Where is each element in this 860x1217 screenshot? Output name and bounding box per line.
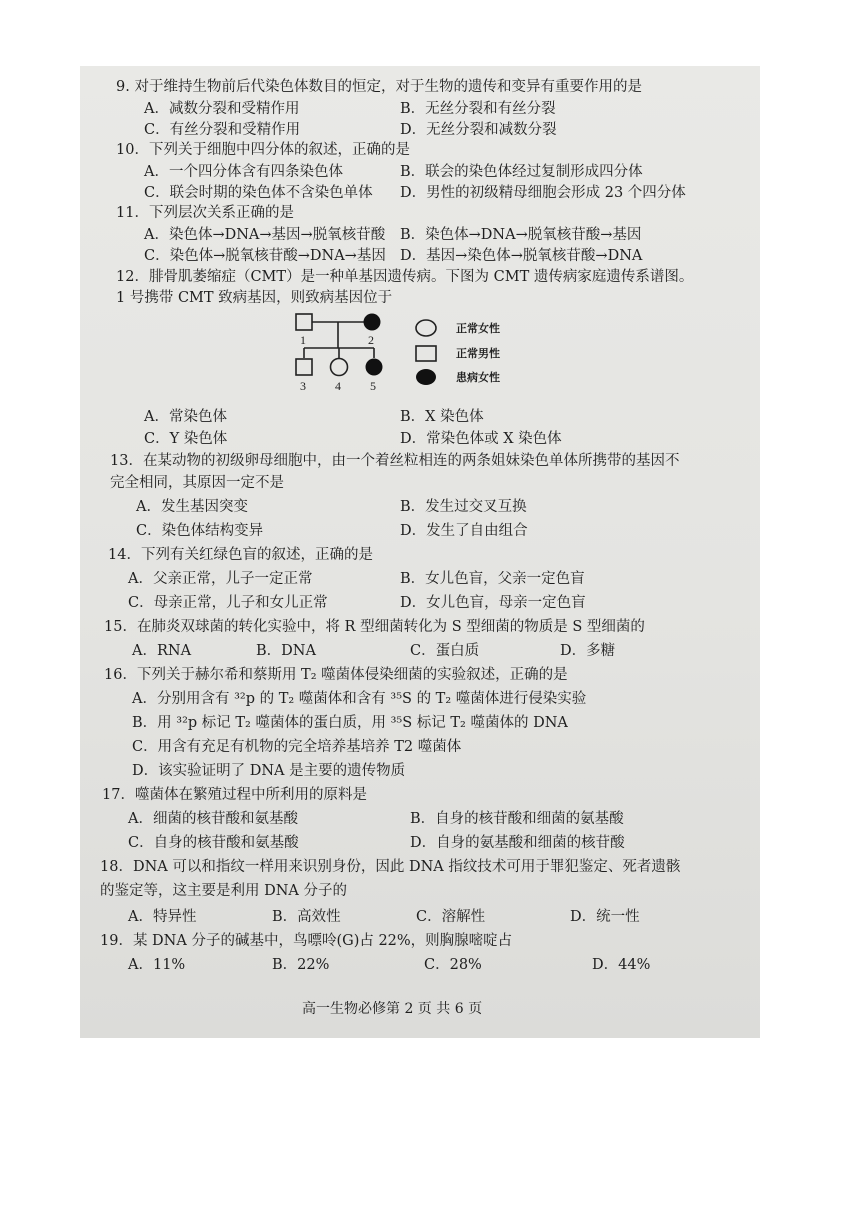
- answer-option: C．母亲正常，儿子和女儿正常: [128, 595, 328, 611]
- answer-option: A．减数分裂和受精作用: [144, 101, 300, 117]
- individual-label-3: 3: [300, 379, 306, 393]
- answer-option: A．RNA: [132, 643, 192, 659]
- question-stem: 13．在某动物的初级卵母细胞中，由一个着丝粒相连的两条姐妹染色单体所携带的基因不: [110, 453, 680, 469]
- question-stem-continued: 的鉴定等，这主要是利用 DNA 分子的: [100, 883, 348, 899]
- answer-option: A．分别用含有 ³²p 的 T₂ 噬菌体和含有 ³⁵S 的 T₂ 噬菌体进行侵染实验: [132, 691, 587, 707]
- legend-affected-female-symbol: [416, 369, 436, 385]
- question-stem-continued: 1 号携带 CMT 致病基因，则致病基因位于: [116, 290, 393, 306]
- answer-option: A．父亲正常，儿子一定正常: [128, 571, 313, 587]
- answer-option: D．自身的氨基酸和细菌的核苷酸: [410, 835, 625, 851]
- answer-option: C．有丝分裂和受精作用: [144, 122, 301, 138]
- pedigree-diagram: [288, 306, 548, 396]
- answer-option: B．无丝分裂和有丝分裂: [400, 101, 556, 117]
- answer-option: D．常染色体或 X 染色体: [400, 431, 562, 447]
- answer-option: B．高效性: [272, 909, 341, 925]
- answer-option: A．一个四分体含有四条染色体: [144, 164, 343, 180]
- answer-option: C．联会时期的染色体不含染色单体: [144, 185, 373, 201]
- answer-option: B．女儿色盲，父亲一定色盲: [400, 571, 585, 587]
- answer-option: D．统一性: [570, 909, 640, 925]
- answer-option: B．自身的核苷酸和细菌的氨基酸: [410, 811, 624, 827]
- answer-option: B．用 ³²p 标记 T₂ 噬菌体的蛋白质，用 ³⁵S 标记 T₂ 噬菌体的 DNA: [132, 715, 568, 731]
- legend-label: 正常男性: [456, 347, 500, 360]
- question-stem: 11．下列层次关系正确的是: [116, 205, 294, 221]
- answer-option: A．染色体→DNA→基因→脱氧核苷酸: [144, 227, 386, 243]
- page-footer: 高一生物必修第 2 页 共 6 页: [302, 1001, 483, 1017]
- question-stem: 15．在肺炎双球菌的转化实验中，将 R 型细菌转化为 S 型细菌的物质是 S 型细菌的: [104, 619, 645, 635]
- answer-option: A．特异性: [128, 909, 197, 925]
- legend-label: 患病女性: [456, 371, 500, 384]
- answer-option: C．自身的核苷酸和氨基酸: [128, 835, 299, 851]
- answer-option: C．28%: [424, 957, 482, 973]
- answer-option: A．常染色体: [144, 409, 227, 425]
- answer-option: D．多糖: [560, 643, 616, 659]
- male-normal-3: [296, 359, 312, 375]
- answer-option: C．Y 染色体: [144, 431, 228, 447]
- answer-option: A．发生基因突变: [136, 499, 248, 515]
- female-affected-5: [366, 359, 383, 376]
- female-normal-4: [331, 359, 348, 376]
- individual-label-1: 1: [300, 333, 306, 347]
- female-affected-2: [364, 314, 381, 331]
- answer-option: C．溶解性: [416, 909, 486, 925]
- answer-option: D．基因→染色体→脱氧核苷酸→DNA: [400, 248, 643, 264]
- legend-normal-male-symbol: [416, 346, 436, 361]
- answer-option: C．蛋白质: [410, 643, 480, 659]
- individual-label-4: 4: [335, 379, 341, 393]
- individual-label-2: 2: [368, 333, 374, 347]
- legend-normal-female-symbol: [416, 320, 436, 336]
- answer-option: D．女儿色盲，母亲一定色盲: [400, 595, 586, 611]
- question-stem: 14．下列有关红绿色盲的叙述，正确的是: [108, 547, 373, 563]
- question-stem: 12．腓骨肌萎缩症（CMT）是一种单基因遗传病。下图为 CMT 遗传病家庭遗传系谱图。: [116, 269, 694, 285]
- exam-page: [80, 66, 760, 1038]
- male-normal-1: [296, 314, 312, 330]
- question-stem: 16．下列关于赫尔希和蔡斯用 T₂ 噬菌体侵染细菌的实验叙述，正确的是: [104, 667, 568, 683]
- answer-option: D．44%: [592, 957, 651, 973]
- answer-option: D．无丝分裂和减数分裂: [400, 122, 557, 138]
- question-stem: 9. 对于维持生物前后代染色体数目的恒定，对于生物的遗传和变异有重要作用的是: [116, 79, 642, 95]
- answer-option: B．DNA: [256, 643, 316, 659]
- question-stem: 18．DNA 可以和指纹一样用来识别身份，因此 DNA 指纹技术可用于罪犯鉴定、死者遗骸: [100, 859, 681, 875]
- answer-option: B．染色体→DNA→脱氧核苷酸→基因: [400, 227, 642, 243]
- answer-option: B．X 染色体: [400, 409, 484, 425]
- answer-option: C．染色体→脱氧核苷酸→DNA→基因: [144, 248, 386, 264]
- answer-option: B．发生过交叉互换: [400, 499, 527, 515]
- question-stem: 19．某 DNA 分子的碱基中，鸟嘌呤(G)占 22%，则胸腺嘧啶占: [100, 933, 513, 949]
- answer-option: C．染色体结构变异: [136, 523, 264, 539]
- question-stem-continued: 完全相同，其原因一定不是: [110, 475, 284, 491]
- question-stem: 17．噬菌体在繁殖过程中所利用的原料是: [102, 787, 367, 803]
- answer-option: A．11%: [128, 957, 186, 973]
- answer-option: B．22%: [272, 957, 330, 973]
- answer-option: C．用含有充足有机物的完全培养基培养 T2 噬菌体: [132, 739, 462, 755]
- individual-label-5: 5: [370, 379, 376, 393]
- answer-option: B．联会的染色体经过复制形成四分体: [400, 164, 643, 180]
- answer-option: D．该实验证明了 DNA 是主要的遗传物质: [132, 763, 406, 779]
- answer-option: D．男性的初级精母细胞会形成 23 个四分体: [400, 185, 686, 201]
- legend-label: 正常女性: [456, 322, 500, 335]
- answer-option: D．发生了自由组合: [400, 523, 528, 539]
- answer-option: A．细菌的核苷酸和氨基酸: [128, 811, 298, 827]
- question-stem: 10．下列关于细胞中四分体的叙述，正确的是: [116, 142, 410, 158]
